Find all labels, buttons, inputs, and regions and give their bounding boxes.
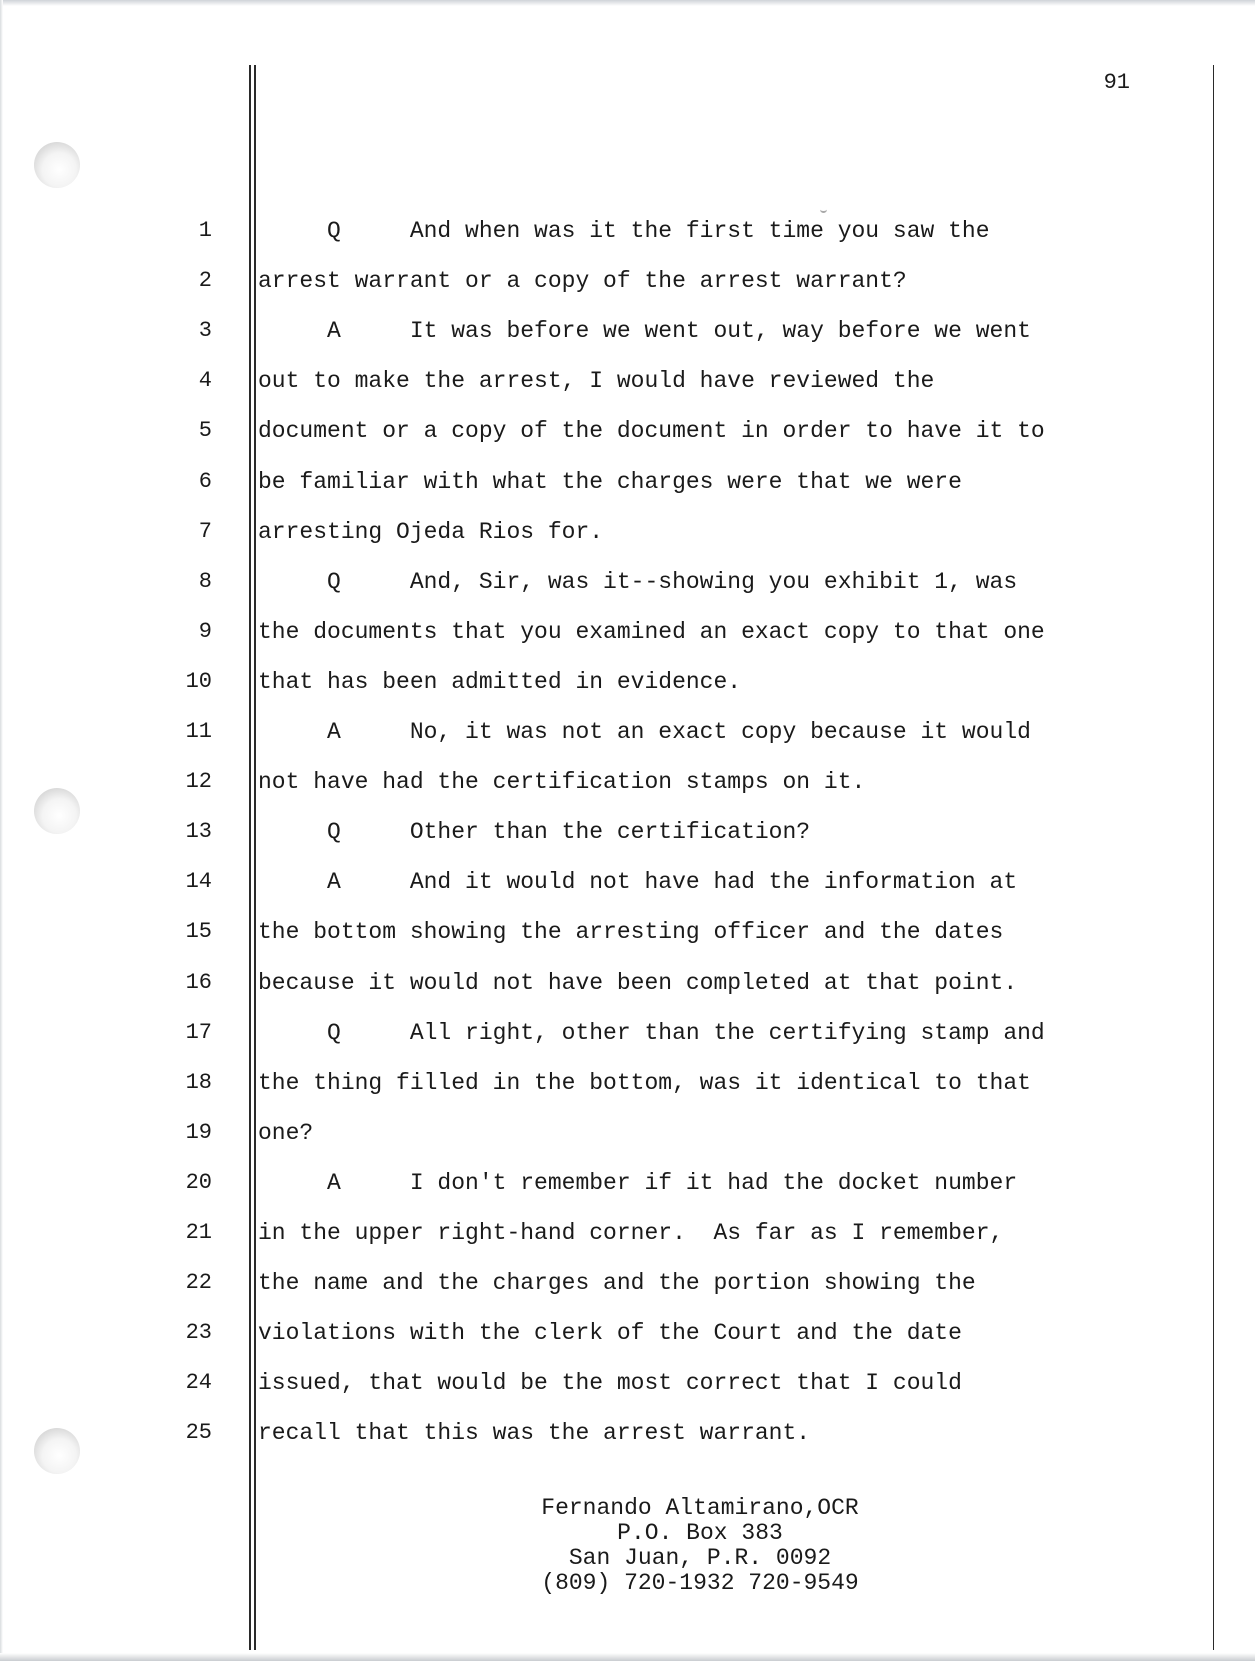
transcript-line-text: A I don't remember if it had the docket number [258,1170,1018,1196]
transcript-line-text: A It was before we went out, way before we went [258,318,1031,344]
transcript-line-text: arresting Ojeda Rios for. [258,519,604,545]
transcript-line-text: violations with the clerk of the Court and the date [258,1320,962,1346]
transcript-line-text: be familiar with what the charges were that we were [258,469,962,495]
transcript-line-text: out to make the arrest, I would have reviewed the [258,368,935,394]
reporter-name: Fernando Altamirano,OCR [541,1495,859,1521]
line-number: 25 [185,1420,212,1445]
transcript-line-text: that has been admitted in evidence. [258,669,742,695]
reporter-footer [450,1496,950,1596]
line-number: 22 [185,1270,212,1295]
punch-hole-top [34,142,80,188]
line-number: 8 [198,569,212,594]
line-number: 19 [185,1120,212,1145]
line-number: 4 [198,368,212,393]
left-margin-rule-outer [249,65,251,1650]
transcript-line-text: the thing filled in the bottom, was it identical to that [258,1070,1031,1096]
page-number: 91 [1103,70,1130,95]
ink-speck [820,207,827,213]
line-number: 11 [185,719,212,744]
line-number: 24 [185,1370,212,1395]
line-number: 2 [198,268,212,293]
punch-hole-middle [34,788,80,834]
right-margin-rule [1213,65,1214,1650]
line-number: 5 [198,418,212,443]
scan-top-edge [0,0,1255,6]
line-number: 7 [198,519,212,544]
scan-bottom-edge [0,1653,1255,1661]
line-number: 23 [185,1320,212,1345]
line-number: 3 [198,318,212,343]
line-number: 9 [198,619,212,644]
line-number: 21 [185,1220,212,1245]
transcript-line-text: arrest warrant or a copy of the arrest warrant? [258,268,907,294]
transcript-line-text: not have had the certification stamps on it. [258,769,866,795]
transcript-line-text: Q And when was it the first time you saw the [258,218,990,244]
line-number: 18 [185,1070,212,1095]
line-number: 1 [198,218,212,243]
transcript-line-text: the name and the charges and the portion showing the [258,1270,976,1296]
transcript-line-text: recall that this was the arrest warrant. [258,1420,811,1446]
transcript-line-text: A And it would not have had the information at [258,869,1018,895]
line-number: 6 [198,469,212,494]
punch-hole-bottom [34,1428,80,1474]
transcript-line-text: issued, that would be the most correct that I could [258,1370,962,1396]
transcript-line-text: because it would not have been completed at that point. [258,970,1018,996]
transcript-line-text: document or a copy of the document in order to have it to [258,418,1045,444]
line-number: 20 [185,1170,212,1195]
line-number: 14 [185,869,212,894]
transcript-line-text: one? [258,1120,314,1146]
left-margin-rule-inner [254,65,256,1650]
transcript-line-text: A No, it was not an exact copy because it would [258,719,1031,745]
line-number: 10 [185,669,212,694]
transcript-line-text: the bottom showing the arresting officer and the dates [258,919,1004,945]
transcript-line-text: Q All right, other than the certifying stamp and [258,1020,1045,1046]
transcript-line-text: the documents that you examined an exact copy to that one [258,619,1045,645]
transcript-line-text: in the upper right-hand corner. As far as I remember, [258,1220,1004,1246]
line-number: 17 [185,1020,212,1045]
scan-left-edge [0,0,3,1661]
line-number: 15 [185,919,212,944]
reporter-address-line1: P.O. Box 383 [617,1520,783,1546]
line-number: 12 [185,769,212,794]
line-number: 16 [185,970,212,995]
line-number: 13 [185,819,212,844]
transcript-line-text: Q Other than the certification? [258,819,811,845]
reporter-phone: (809) 720-1932 720-9549 [541,1570,859,1596]
transcript-line-text: Q And, Sir, was it--showing you exhibit 1, was [258,569,1018,595]
reporter-address-line2: San Juan, P.R. 0092 [568,1545,832,1571]
